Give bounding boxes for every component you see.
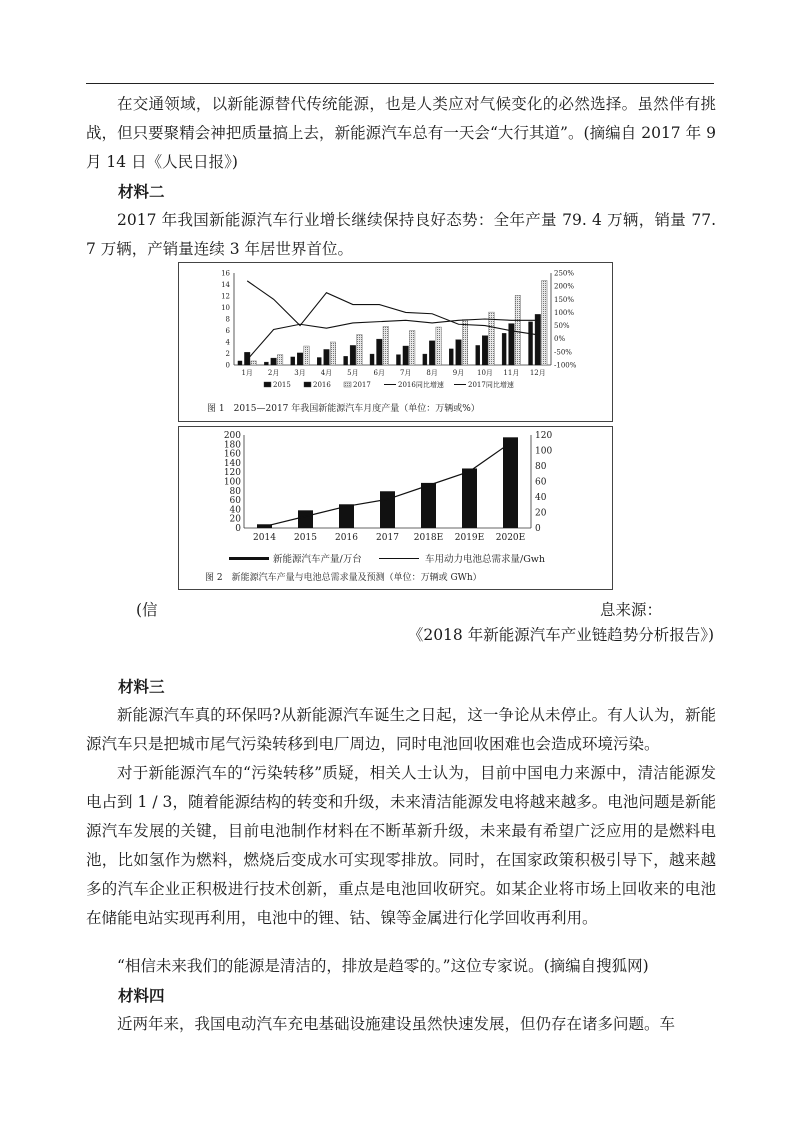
fig2-x-tick-label: 2014 <box>253 533 276 543</box>
fig2-bar <box>503 437 518 528</box>
fig2-left-tick-label: 200 <box>223 431 241 441</box>
fig2-caption: 图 2 新能源汽车产量与电池总需求量及预测（单位：万辆或 GWh） <box>205 573 482 583</box>
figure-1 <box>178 262 613 422</box>
material3-p2: 对于新能源汽车的“污染转移”质疑，相关人士认为，目前中国电力来源中，清洁能源发电占到 1 / 3，随着能源结构的转变和升级，未来清洁能源发电将越来越多。电池问题是新能源汽车发展的关键，目前电池制作材料在不断革新升级，未来最有希望广泛应用的是燃料电池，比如氢作为燃料，燃烧后变成水可实现零排放。同时，在国家政策积极引导下，越来越多的汽车企业正积极进行技术创新，重点是电池回收研究。如某企业将市场上回收来的电池在储能电站实现再利用，电池中的锂、钴、镍等金属进行化学回收再利用。 <box>86 764 716 927</box>
fig1-left-tick-label: 8 <box>225 315 230 324</box>
material3-heading: 材料三 <box>118 677 165 696</box>
fig1-bar-2017 <box>542 280 548 365</box>
fig1-bar-2015 <box>264 362 268 365</box>
fig1-legend-label: 2015 <box>273 381 291 389</box>
fig1-legend-label: 2017 <box>353 381 371 389</box>
fig2-left-tick-label: 0 <box>235 524 241 534</box>
fig2-legend-label: 车用动力电池总需求量/Gwh <box>425 554 546 565</box>
fig2-left-tick-label: 80 <box>229 486 241 497</box>
fig1-right-tick-label: 50% <box>554 322 570 331</box>
fig1-x-tick-label: 1月 <box>241 369 253 377</box>
fig2-left-tick-label: 60 <box>229 496 241 507</box>
fig2-x-tick-label: 2018E <box>413 533 444 543</box>
fig2-left-tick-label: 40 <box>229 505 241 516</box>
fig1-bar-2015 <box>317 358 321 365</box>
fig1-bar-2017 <box>304 346 310 365</box>
fig1-bar-2015 <box>370 354 374 365</box>
fig1-bar-2017 <box>515 295 521 365</box>
fig1-bar-2017 <box>251 361 257 365</box>
fig1-left-tick-label: 0 <box>225 361 230 370</box>
fig1-right-tick-label: -100% <box>554 361 577 370</box>
fig2-left-tick-label: 160 <box>223 449 241 460</box>
fig1-bar-2015 <box>291 357 295 365</box>
header-rule <box>86 83 714 84</box>
fig1-bar-2017 <box>383 326 389 365</box>
fig1-left-tick-label: 16 <box>221 269 230 278</box>
fig1-left-tick-label: 4 <box>225 338 230 347</box>
fig1-right-tick-label: 0% <box>554 335 566 344</box>
fig2-bar <box>421 483 436 528</box>
fig1-legend-label: 2016 <box>313 381 331 389</box>
fig2-x-tick-label: 2020E <box>495 533 526 543</box>
source-label: 息来源： <box>600 601 663 619</box>
fig1-left-tick-label: 14 <box>221 281 230 289</box>
fig1-bar-2015 <box>238 361 242 365</box>
material2-heading: 材料二 <box>118 182 165 201</box>
fig1-x-tick-label: 12月 <box>529 369 546 377</box>
fig2-left-tick-label: 100 <box>223 477 241 488</box>
fig1-x-tick-label: 3月 <box>294 369 306 377</box>
fig2-bar <box>380 491 395 528</box>
fig1-x-tick-label: 4月 <box>320 369 333 377</box>
fig1-legend-label: 2017同比增速 <box>468 381 514 389</box>
fig2-left-tick-label: 20 <box>229 514 241 525</box>
fig2-bar <box>462 468 477 528</box>
fig2-x-tick-label: 2015 <box>294 533 317 543</box>
fig1-bar-2015 <box>529 322 533 365</box>
fig2-bar <box>298 510 313 528</box>
fig1-bar-2016 <box>324 349 330 365</box>
fig2-left-tick-label: 180 <box>223 440 241 451</box>
material3-p3: “相信未来我们的能源是清洁的，排放是趋零的。”这位专家说。(摘编自搜狐网) <box>117 957 649 975</box>
fig2-x-tick-label: 2017 <box>376 533 399 543</box>
fig2-legend-label: 新能源汽车产量/万台 <box>273 554 362 565</box>
fig1-bar-2017 <box>462 320 468 365</box>
fig1-bar-2016 <box>297 353 303 365</box>
source-prefix: (信 <box>136 601 158 619</box>
fig2-right-tick-label: 100 <box>535 446 553 457</box>
figure-2 <box>178 426 613 590</box>
material2-text: 2017 年我国新能源汽车行业增长继续保持良好态势：全年产量 79. 4 万辆，销量 77. 7 万辆，产销量连续 3 年居世界首位。 <box>86 211 716 258</box>
fig2-right-tick-label: 40 <box>535 493 547 503</box>
fig1-bar-2016 <box>271 358 277 365</box>
fig1-left-tick-label: 6 <box>225 327 230 335</box>
fig1-bar-2015 <box>449 349 453 365</box>
fig1-bar-2015 <box>476 345 480 365</box>
fig2-right-tick-label: 20 <box>535 508 547 519</box>
fig1-bar-2017 <box>489 312 495 365</box>
fig1-x-tick-label: 6月 <box>373 369 386 377</box>
fig1-right-tick-label: 150% <box>554 295 575 304</box>
fig1-x-tick-label: 7月 <box>399 369 412 377</box>
fig1-legend-swatch <box>304 382 311 387</box>
fig1-caption: 图 1 2015—2017 年我国新能源汽车月度产量（单位：万辆或%） <box>207 404 480 414</box>
fig1-x-tick-label: 8月 <box>426 369 438 377</box>
fig2-right-tick-label: 80 <box>535 462 547 472</box>
figure-2-chart <box>179 427 612 589</box>
top-paragraph: 在交通领域，以新能源替代传统能源，也是人类应对气候变化的必然选择。虽然伴有挑战，但只要聚精会神把质量搞上去，新能源汽车总有一天会“大行其道”。(摘编自 2017 年 9 月 14 日《人民日报》) <box>86 95 716 171</box>
fig1-bar-2016 <box>244 352 250 365</box>
fig1-bar-2015 <box>423 354 427 365</box>
fig1-bar-2015 <box>396 355 400 365</box>
fig1-right-tick-label: 250% <box>554 269 575 278</box>
fig2-right-tick-label: 0 <box>535 524 541 534</box>
fig1-bar-2016 <box>456 340 462 365</box>
fig1-bar-2016 <box>429 341 435 365</box>
fig1-x-tick-label: 5月 <box>347 369 359 377</box>
fig1-bar-2017 <box>436 327 442 365</box>
fig1-bar-2015 <box>344 356 348 365</box>
fig2-left-tick-label: 120 <box>223 468 241 479</box>
material4-heading: 材料四 <box>118 986 165 1005</box>
fig1-right-tick-label: 100% <box>554 308 575 317</box>
material3-p1: 新能源汽车真的环保吗?从新能源汽车诞生之日起，这一争论从未停止。有人认为，新能源汽车只是把城市尾气污染转移到电厂周边，同时电池回收困难也会造成环境污染。 <box>86 706 716 753</box>
fig2-right-tick-label: 60 <box>535 477 547 488</box>
fig1-bar-2016 <box>403 346 409 365</box>
fig1-bar-2015 <box>502 333 506 365</box>
fig1-left-tick-label: 2 <box>225 350 230 358</box>
fig1-bar-2017 <box>330 342 336 365</box>
fig1-right-tick-label: 200% <box>554 282 575 291</box>
fig1-legend-label: 2016同比增速 <box>398 381 444 389</box>
fig1-x-tick-label: 2月 <box>267 369 280 377</box>
fig1-x-tick-label: 10月 <box>476 369 493 377</box>
fig1-left-tick-label: 10 <box>221 304 230 312</box>
fig1-x-tick-label: 9月 <box>452 369 465 377</box>
fig2-right-tick-label: 120 <box>535 431 553 441</box>
fig1-bar-2016 <box>509 324 515 365</box>
fig1-bar-2016 <box>377 339 383 365</box>
fig1-bar-2016 <box>482 336 488 365</box>
fig2-left-tick-label: 140 <box>223 458 241 469</box>
fig1-bar-2017 <box>277 355 283 365</box>
fig2-x-tick-label: 2019E <box>454 533 485 543</box>
source-title: 《2018 年新能源汽车产业链趋势分析报告》) <box>407 626 714 644</box>
fig1-bar-2016 <box>535 314 541 365</box>
fig1-bar-2017 <box>357 335 363 365</box>
fig1-x-tick-label: 11月 <box>503 369 520 377</box>
fig1-legend-swatch <box>264 382 271 387</box>
figure-1-chart <box>179 263 612 421</box>
fig1-bar-2016 <box>350 345 356 365</box>
fig1-legend-swatch <box>344 382 351 387</box>
fig1-left-tick-label: 12 <box>221 292 230 301</box>
material4-text: 近两年来，我国电动汽车充电基础设施建设虽然快速发展，但仍存在诸多问题。车 <box>117 1015 676 1033</box>
fig1-right-tick-label: -50% <box>554 348 572 357</box>
fig1-bar-2017 <box>409 331 415 366</box>
fig2-x-tick-label: 2016 <box>335 533 358 543</box>
